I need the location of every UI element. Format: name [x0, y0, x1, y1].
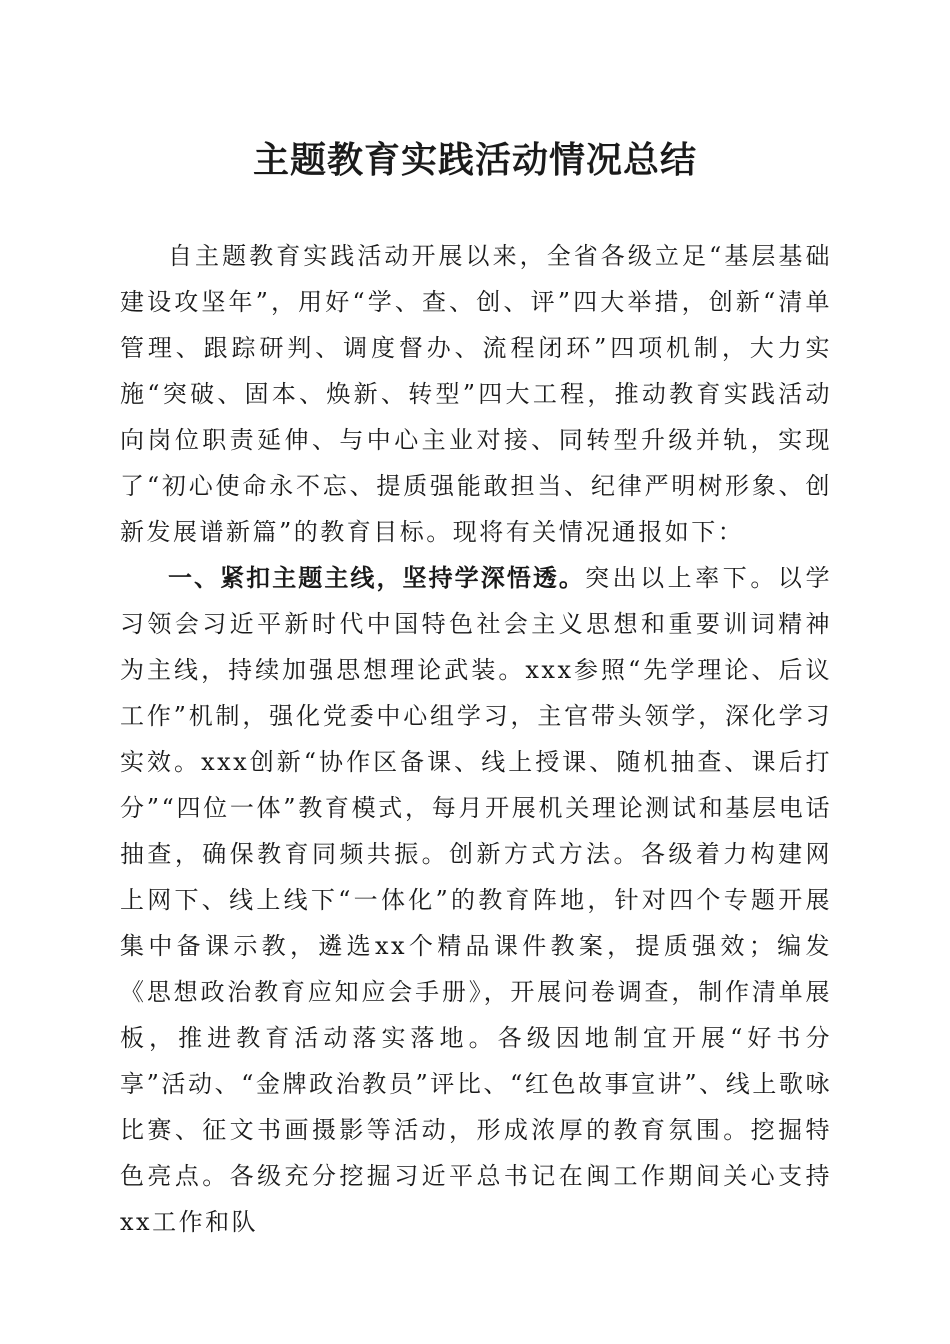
document-title: 主题教育实践活动情况总结 [252, 139, 697, 181]
section-1-paragraph [120, 555, 832, 1245]
document-body [120, 233, 832, 1245]
section-1-heading: 一、紧扣主题主线，坚持学深悟透。 [168, 564, 585, 592]
intro-paragraph: 自主题教育实践活动开展以来，全省各级立足“基层基础建设攻坚年”，用好“学、查、创、评”四大举措，创新“清单管理、跟踪研判、调度督办、流程闭环”四项机制，大力实施“突破、固本、焕新、转型”四大工程，推动教育实践活动向岗位职责延伸、与中心主业对接、同转型升级并轨，实现了“初心使命永不忘、提质强能敢担当、纪律严明树形象、创新发展谱新篇”的教育目标。现将有关情况通报如下： [120, 242, 832, 546]
section-1-body: 突出以上率下。以学习领会习近平新时代中国特色社会主义思想和重要训词精神为主线，持续加强思想理论武装。xxx参照“先学理论、后议工作”机制，强化党委中心组学习，主官带头领学，深化学习实效。xxx创新“协作区备课、线上授课、随机抽查、课后打分”“四位一体”教育模式，每月开展机关理论测试和基层电话抽查，确保教育同频共振。创新方式方法。各级着力构建网上网下、线上线下“一体化”的教育阵地，针对四个专题开展集中备课示教，遴选xx个精品课件教案，提质强效；编发《思想政治教育应知应会手册》，开展问卷调查，制作清单展板，推进教育活动落实落地。各级因地制宜开展“好书分享”活动、“金牌政治教员”评比、“红色故事宣讲”、线上歌咏比赛、征文书画摄影等活动，形成浓厚的教育氛围。挖掘特色亮点。各级充分挖掘习近平总书记在闽工作期间关心支持xx工作和队 [120, 564, 832, 1236]
